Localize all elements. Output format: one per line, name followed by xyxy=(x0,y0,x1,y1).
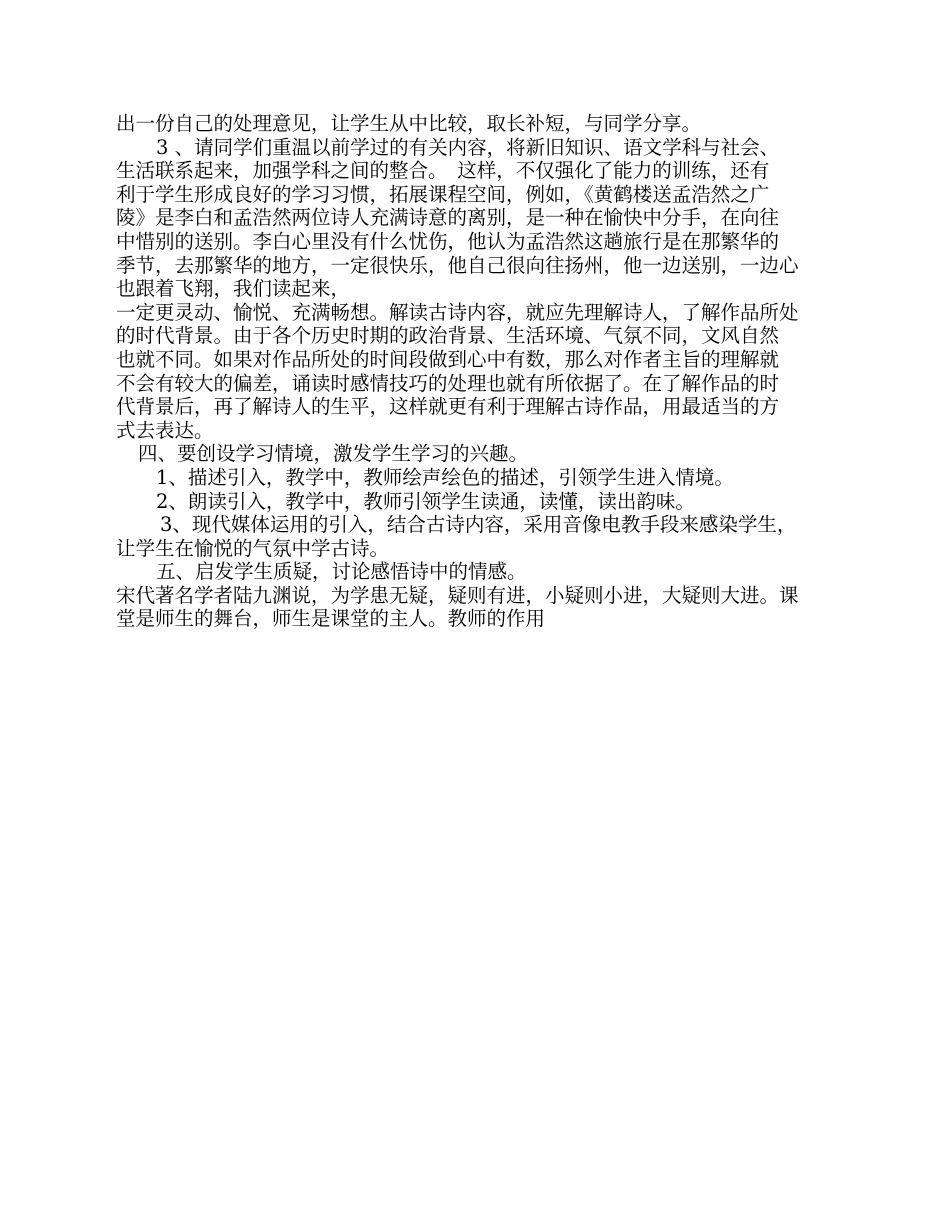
section-heading: 五、启发学生质疑，讨论感悟诗中的情感。 xyxy=(156,560,527,584)
text-line: 的时代背景。由于各个历史时期的政治背景、生活环境、气氛不同，文风自然 xyxy=(116,324,780,348)
text-line: 也就不同。如果对作品所处的时间段做到心中有数，那么对作者主旨的理解就 xyxy=(116,347,780,371)
text-line: 3 、请同学们重温以前学过的有关内容，将新旧知识、语文学科与社会、 xyxy=(156,135,780,159)
text-line: 一定更灵动、愉悦、充满畅想。解读古诗内容，就应先理解诗人，了解作品所处 xyxy=(116,300,799,324)
text-line: 代背景后，再了解诗人的生平，这样就更有利于理解古诗作品，用最适当的方 xyxy=(116,395,780,419)
text-line: 宋代著名学者陆九渊说，为学患无疑，疑则有进，小疑则小进，大疑则大进。课 xyxy=(116,583,799,607)
text-line: 季节，去那繁华的地方，一定很快乐，他自己很向往扬州，他一边送别，一边心 xyxy=(116,253,799,277)
text-line: 生活联系起来，加强学科之间的整合。 这样，不仅强化了能力的训练，还有 xyxy=(116,159,770,183)
text-line: 也跟着飞翔，我们读起来， xyxy=(116,277,351,301)
document-body xyxy=(116,112,838,631)
text-line: 出一份自己的处理意见，让学生从中比较，取长补短，与同学分享。 xyxy=(116,112,702,135)
text-line: 堂是师生的舞台，师生是课堂的主人。教师的作用 xyxy=(116,607,546,631)
text-line: 式去表达。 xyxy=(116,418,214,442)
text-line: 陵》是李白和孟浩然两位诗人充满诗意的离别，是一种在愉快中分手，在向往 xyxy=(116,206,780,230)
list-item: 3、现代媒体运用的引入，结合古诗内容，采用音像电教手段来感染学生， xyxy=(160,513,797,537)
list-item: 2、朗读引入，教学中，教师引领学生读通，读懂，读出韵味。 xyxy=(156,489,695,513)
text-line: 让学生在愉悦的气氛中学古诗。 xyxy=(116,536,390,560)
section-heading: 四、要创设学习情境，激发学生学习的兴趣。 xyxy=(138,442,529,466)
text-line: 利于学生形成良好的学习习惯，拓展课程空间，例如，《黄鹤楼送孟浩然之广 xyxy=(116,182,770,206)
text-line: 中惜别的送别。李白心里没有什么忧伤，他认为孟浩然这趟旅行是在那繁华的 xyxy=(116,229,780,253)
list-item: 1、描述引入，教学中，教师绘声绘色的描述，引领学生进入情境。 xyxy=(156,465,734,489)
text-line: 不会有较大的偏差，诵读时感情技巧的处理也就有所依据了。在了解作品的时 xyxy=(116,371,780,395)
